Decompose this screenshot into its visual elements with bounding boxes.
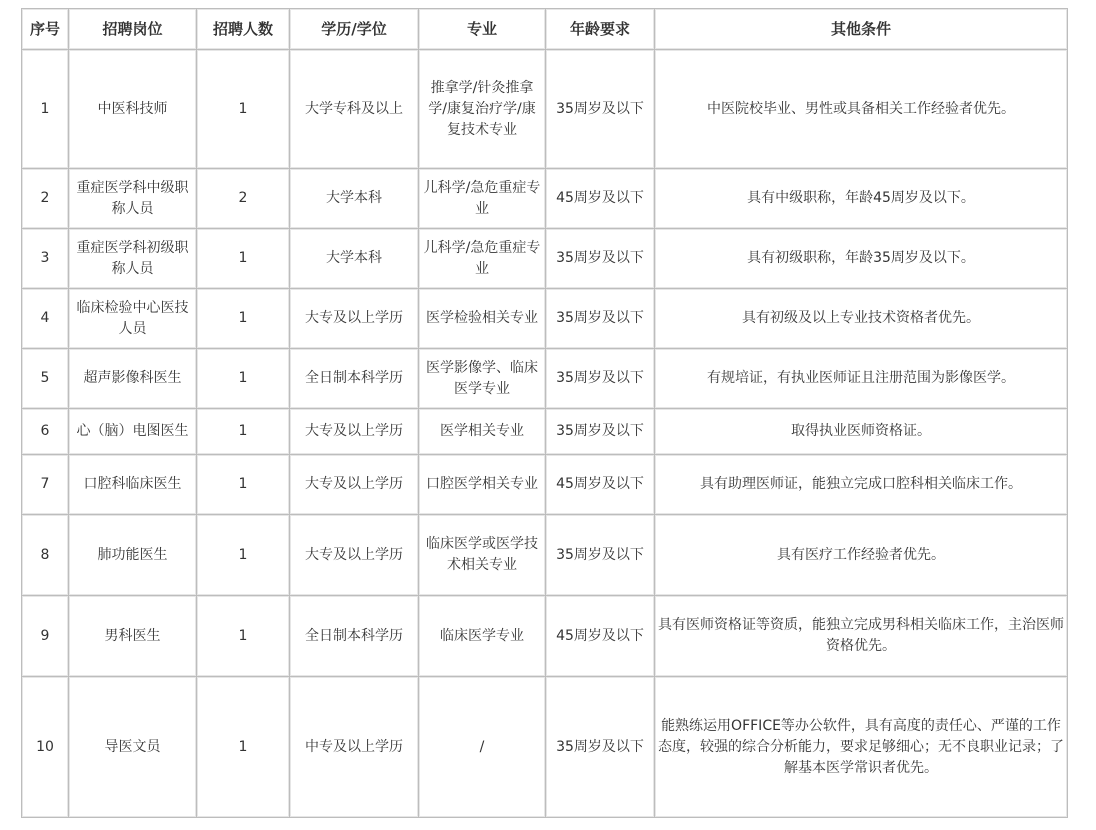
header-cell-education: 学历/学位	[290, 9, 418, 49]
row-count: 1	[197, 455, 289, 514]
row-age: 45周岁及以下	[546, 596, 654, 676]
row-other: 具有初级职称，年龄35周岁及以下。	[655, 229, 1067, 288]
header-cell-count: 招聘人数	[197, 9, 289, 49]
row-no: 1	[22, 50, 68, 168]
row-no: 2	[22, 169, 68, 228]
table-row	[22, 596, 1067, 676]
row-age: 35周岁及以下	[546, 677, 654, 817]
row-major: 临床医学或医学技术相关专业	[419, 515, 545, 595]
row-count: 1	[197, 677, 289, 817]
row-other: 具有初级及以上专业技术资格者优先。	[655, 289, 1067, 348]
row-count: 1	[197, 289, 289, 348]
row-no: 8	[22, 515, 68, 595]
row-age: 35周岁及以下	[546, 515, 654, 595]
row-education: 大学专科及以上	[290, 50, 418, 168]
row-other: 取得执业医师资格证。	[655, 409, 1067, 454]
row-count: 1	[197, 50, 289, 168]
row-education: 大专及以上学历	[290, 455, 418, 514]
row-no: 3	[22, 229, 68, 288]
row-education: 大专及以上学历	[290, 289, 418, 348]
row-education: 大专及以上学历	[290, 515, 418, 595]
row-count: 1	[197, 596, 289, 676]
header-row	[22, 9, 1067, 49]
table-row	[22, 169, 1067, 228]
row-major: 儿科学/急危重症专业	[419, 169, 545, 228]
row-count: 1	[197, 349, 289, 408]
row-education: 大学本科	[290, 169, 418, 228]
row-other: 具有中级职称，年龄45周岁及以下。	[655, 169, 1067, 228]
row-no: 6	[22, 409, 68, 454]
recruitment-table	[21, 8, 1068, 818]
row-count: 1	[197, 229, 289, 288]
row-age: 35周岁及以下	[546, 409, 654, 454]
row-education: 全日制本科学历	[290, 349, 418, 408]
row-education: 全日制本科学历	[290, 596, 418, 676]
row-age: 45周岁及以下	[546, 455, 654, 514]
header-cell-major: 专业	[419, 9, 545, 49]
row-major: 儿科学/急危重症专业	[419, 229, 545, 288]
table-row	[22, 349, 1067, 408]
row-major: 医学影像学、临床医学专业	[419, 349, 545, 408]
row-count: 1	[197, 409, 289, 454]
row-count: 2	[197, 169, 289, 228]
header-cell-no: 序号	[22, 9, 68, 49]
row-major: 医学检验相关专业	[419, 289, 545, 348]
row-position: 重症医学科中级职称人员	[69, 169, 196, 228]
table-row	[22, 289, 1067, 348]
row-position: 心（脑）电图医生	[69, 409, 196, 454]
row-position: 中医科技师	[69, 50, 196, 168]
row-no: 10	[22, 677, 68, 817]
row-major: 临床医学专业	[419, 596, 545, 676]
row-other: 具有医疗工作经验者优先。	[655, 515, 1067, 595]
row-age: 35周岁及以下	[546, 349, 654, 408]
row-education: 大专及以上学历	[290, 409, 418, 454]
row-position: 导医文员	[69, 677, 196, 817]
row-no: 9	[22, 596, 68, 676]
row-position: 肺功能医生	[69, 515, 196, 595]
row-age: 45周岁及以下	[546, 169, 654, 228]
header-cell-age: 年龄要求	[546, 9, 654, 49]
row-position: 男科医生	[69, 596, 196, 676]
row-other: 能熟练运用OFFICE等办公软件，具有高度的责任心、严谨的工作态度，较强的综合分析能力，要求足够细心；无不良职业记录；了解基本医学常识者优先。	[655, 677, 1067, 817]
row-no: 5	[22, 349, 68, 408]
row-education: 大学本科	[290, 229, 418, 288]
row-position: 超声影像科医生	[69, 349, 196, 408]
row-position: 重症医学科初级职称人员	[69, 229, 196, 288]
row-other: 具有医师资格证等资质，能独立完成男科相关临床工作，主治医师资格优先。	[655, 596, 1067, 676]
row-major: 口腔医学相关专业	[419, 455, 545, 514]
header-cell-other: 其他条件	[655, 9, 1067, 49]
row-major: 医学相关专业	[419, 409, 545, 454]
row-education: 中专及以上学历	[290, 677, 418, 817]
row-other: 中医院校毕业、男性或具备相关工作经验者优先。	[655, 50, 1067, 168]
table-row	[22, 50, 1067, 168]
row-other: 有规培证，有执业医师证且注册范围为影像医学。	[655, 349, 1067, 408]
row-age: 35周岁及以下	[546, 229, 654, 288]
row-age: 35周岁及以下	[546, 289, 654, 348]
row-no: 7	[22, 455, 68, 514]
row-other: 具有助理医师证，能独立完成口腔科相关临床工作。	[655, 455, 1067, 514]
header-cell-position: 招聘岗位	[69, 9, 196, 49]
row-position: 口腔科临床医生	[69, 455, 196, 514]
row-position: 临床检验中心医技人员	[69, 289, 196, 348]
row-no: 4	[22, 289, 68, 348]
row-count: 1	[197, 515, 289, 595]
table-row	[22, 229, 1067, 288]
table-row	[22, 515, 1067, 595]
row-major: 推拿学/针灸推拿学/康复治疗学/康复技术专业	[419, 50, 545, 168]
table-row	[22, 455, 1067, 514]
row-major: /	[419, 677, 545, 817]
table-row	[22, 409, 1067, 454]
table-row	[22, 677, 1067, 817]
row-age: 35周岁及以下	[546, 50, 654, 168]
